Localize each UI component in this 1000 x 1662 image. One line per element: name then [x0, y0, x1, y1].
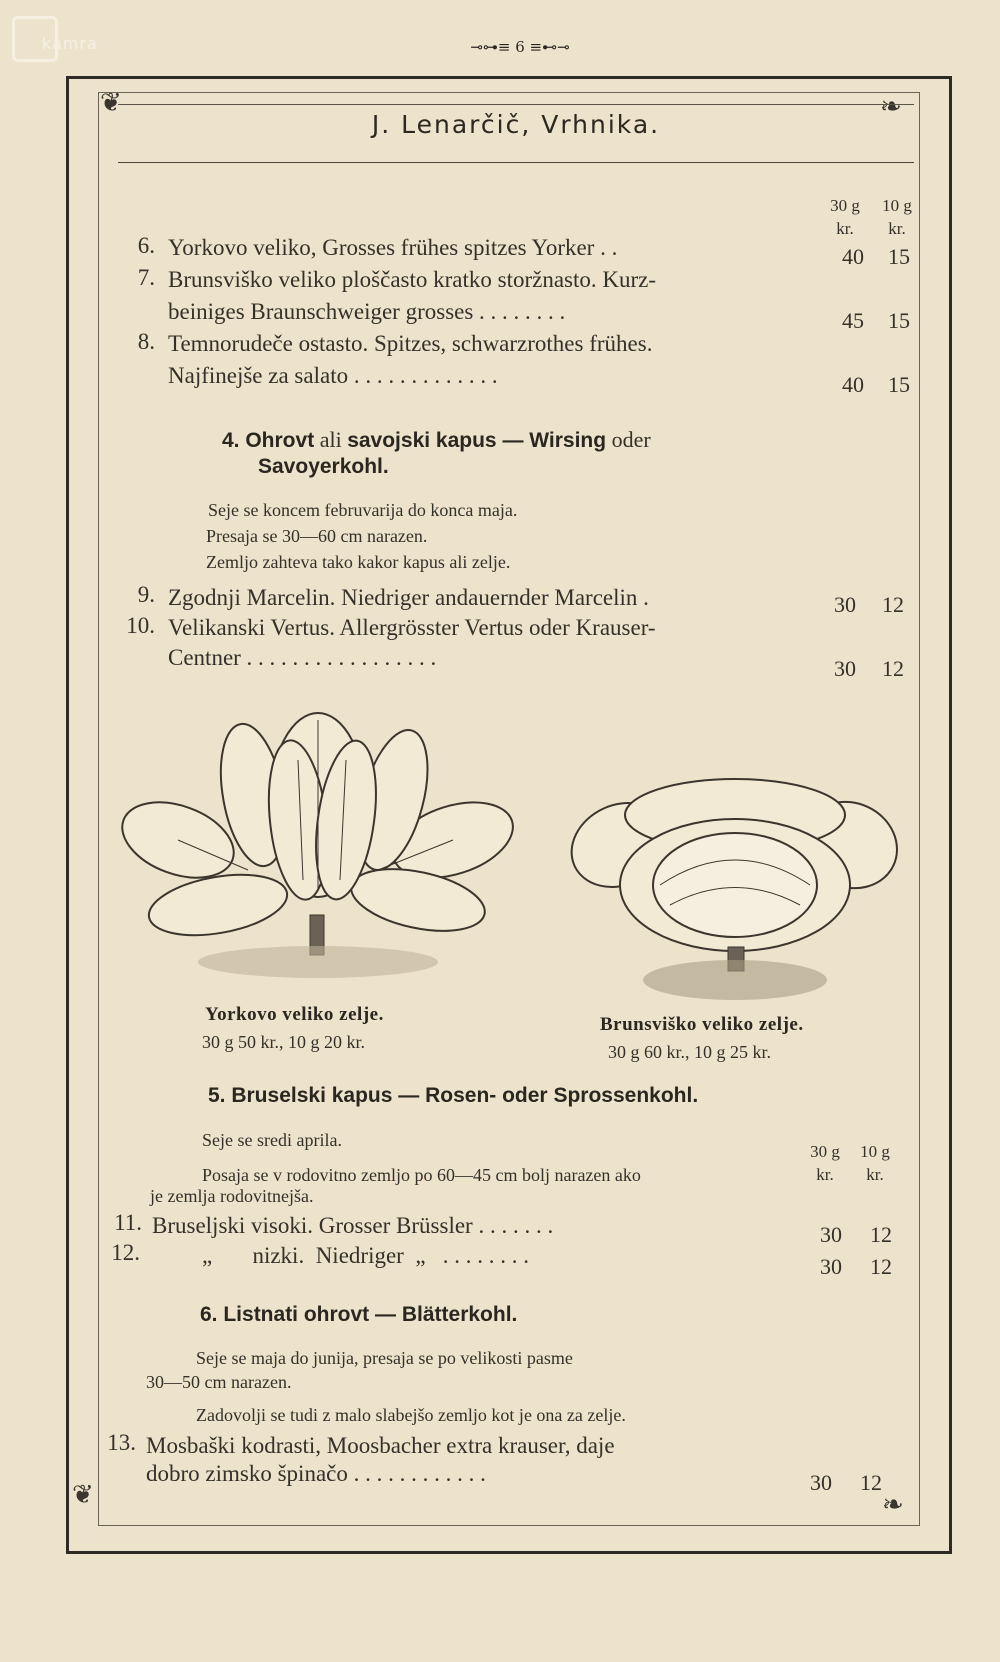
cultivation-note: Presaja se 30—60 cm narazen. [206, 526, 428, 546]
cultivation-note: Zadovolji se tudi z malo slabejšo zemljo kot je ona za zelje. [196, 1405, 626, 1425]
price-10g: 12 [860, 1470, 882, 1495]
price-30g: 30 [834, 656, 856, 681]
cultivation-note: Zemljo zahteva tako kakor kapus ali zelje. [206, 552, 511, 572]
watermark: kamra [42, 34, 98, 53]
ornament-right-icon: ≡⊷⊸ [524, 38, 570, 56]
price-10g: 12 [882, 592, 904, 617]
figure-price: 30 g 50 kr., 10 g 20 kr. [202, 1032, 366, 1052]
item-number: 13. [107, 1430, 136, 1455]
list-item-continued: dobro zimsko špinačo . . . . . . . . . . . . [146, 1461, 486, 1486]
list-item: Mosbaški kodrasti, Moosbacher extra krauser, daje [146, 1433, 615, 1458]
item-number: 12. [111, 1240, 140, 1265]
list-item: Zgodnji Marcelin. Niedriger andauernder Marcelin . [168, 585, 649, 610]
corner-flourish-bottom-right-icon: ❧ [882, 1490, 904, 1520]
list-item: Bruseljski visoki. Grosser Brüssler . . . . . . . [152, 1213, 554, 1238]
corner-flourish-bottom-left-icon: ❦ [72, 1480, 94, 1510]
list-item-continued: Centner . . . . . . . . . . . . . . . . . [168, 645, 437, 670]
item-number: 8. [137, 329, 155, 354]
list-item: „ nizki. Niedriger „ . . . . . . . . [202, 1243, 530, 1268]
list-item: Yorkovo veliko, Grosses frühes spitzes Yorker . . [168, 235, 618, 260]
price-10g: 15 [888, 308, 910, 333]
list-item: Brunsviško veliko ploščasto kratko storžnasto. Kurz- [168, 267, 657, 292]
ornament-left-icon: ⊸⊶≡ [470, 38, 516, 56]
price-30g: 40 [842, 244, 864, 269]
price-10g: 12 [870, 1222, 892, 1247]
item-number: 7. [137, 265, 155, 290]
cultivation-note: Seje se maja do junija, presaja se po velikosti pasme [196, 1348, 573, 1368]
price-30g: 45 [842, 308, 864, 333]
item-number: 9. [137, 582, 155, 607]
header-rule-top [118, 104, 914, 105]
column-header-10g: 10 g kr. [860, 1142, 890, 1184]
section-heading: 5. Bruselski kapus — Rosen- oder Sprossenkohl. [208, 1084, 699, 1107]
item-number: 6. [137, 233, 155, 258]
cultivation-note: Seje se koncem februvarija do konca maja. [208, 500, 518, 520]
brunsvisko-cabbage-illustration [570, 775, 900, 1005]
price-10g: 15 [888, 244, 910, 269]
list-item-continued: Najfinejše za salato . . . . . . . . . . . . . [168, 363, 498, 388]
item-number: 11. [114, 1210, 142, 1235]
list-item: Temnorudeče ostasto. Spitzes, schwarzrothes frühes. [168, 331, 653, 356]
page-number: ⊸⊶≡ 6 ≡⊷⊸ [470, 38, 570, 56]
price-10g: 12 [870, 1254, 892, 1279]
cultivation-note: je zemlja rodovitnejša. [150, 1186, 314, 1206]
header-rule-bottom [118, 162, 914, 163]
corner-flourish-top-left-icon: ❦ [100, 88, 122, 118]
corner-flourish-top-right-icon: ❧ [880, 92, 902, 122]
item-number: 10. [126, 613, 155, 638]
price-30g: 30 [820, 1222, 842, 1247]
cultivation-note: Seje se sredi aprila. [202, 1130, 342, 1150]
figure-caption: Yorkovo veliko zelje. [205, 1004, 384, 1025]
price-30g: 30 [810, 1470, 832, 1495]
column-header-10g: 10 g kr. [882, 196, 912, 238]
column-header-30g: 30 g kr. [810, 1142, 840, 1184]
yorkovo-cabbage-illustration [118, 700, 528, 1000]
list-item-continued: beiniges Braunschweiger grosses . . . . . . . . [168, 299, 566, 324]
section-heading: 6. Listnati ohrovt — Blätterkohl. [200, 1303, 518, 1326]
column-header-30g: 30 g kr. [830, 196, 860, 238]
price-30g: 30 [820, 1254, 842, 1279]
list-item: Velikanski Vertus. Allergrösster Vertus oder Krauser- [168, 615, 656, 640]
page-title: J. Lenarčič, Vrhnika. [371, 110, 661, 139]
price-30g: 30 [834, 592, 856, 617]
figure-price: 30 g 60 kr., 10 g 25 kr. [608, 1042, 772, 1062]
price-10g: 15 [888, 372, 910, 397]
section-heading: 4. Ohrovt ali savojski kapus — Wirsing oder [222, 427, 651, 452]
price-10g: 12 [882, 656, 904, 681]
price-30g: 40 [842, 372, 864, 397]
cultivation-note: Posaja se v rodovitno zemljo po 60—45 cm bolj narazen ako [202, 1165, 641, 1185]
section-heading-continued: Savoyerkohl. [258, 455, 389, 478]
figure-caption: Brunsviško veliko zelje. [600, 1014, 804, 1035]
cultivation-note: 30—50 cm narazen. [146, 1372, 292, 1392]
